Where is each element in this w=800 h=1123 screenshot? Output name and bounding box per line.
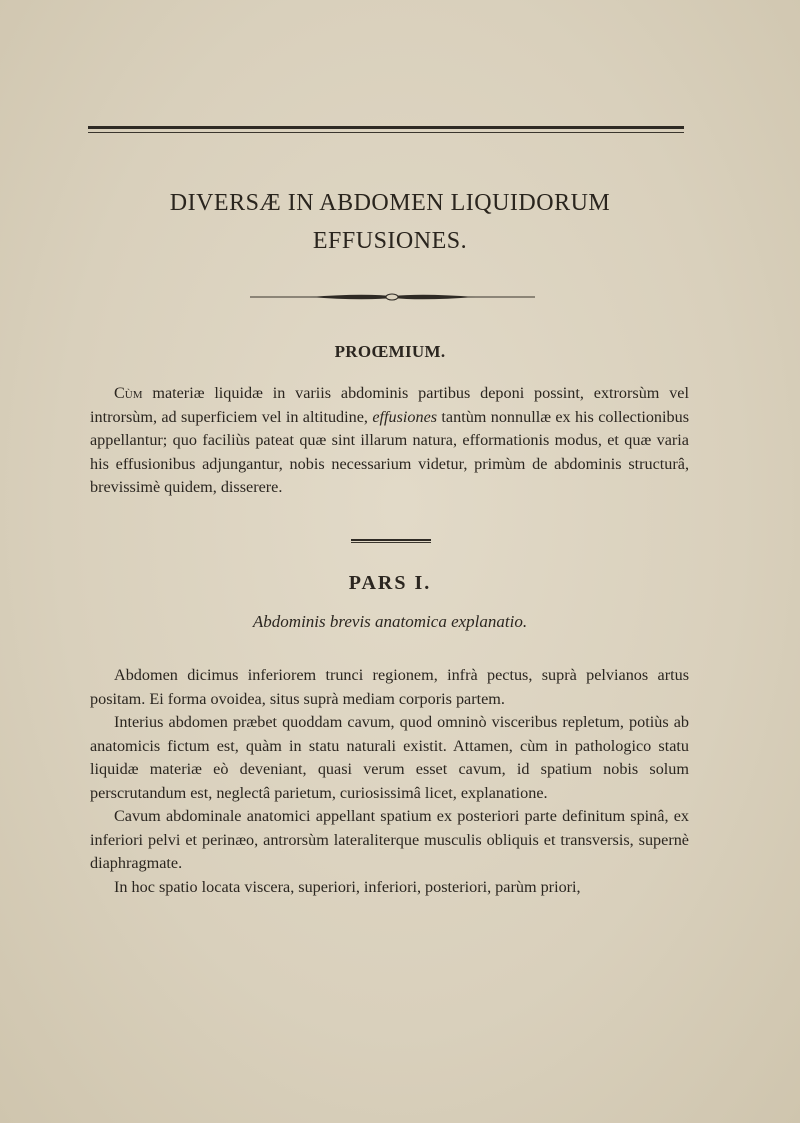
ornamental-divider bbox=[250, 290, 535, 304]
prooemium-paragraph bbox=[90, 382, 689, 500]
body-paragraph-2: Interius abdomen præbet quoddam cavum, quod omninò visceribus repletum, potiùs ab anatomicis fictum est, quàm in statu naturali existit. Attamen, cùm in pathologico statu liquidæ materiæ eò deveniant, quasi verum esset cavum, id spatium nobis solum perscrutandum est, neglectâ parietum, curiosissimâ licet, explanatione. bbox=[90, 713, 689, 802]
title-line-1: DIVERSÆ IN ABDOMEN LIQUIDORUM bbox=[169, 190, 611, 216]
prooemium-italic-term: effusiones bbox=[372, 407, 438, 426]
prooemium-text-1: materiæ liquidæ in variis abdominis partibus deponi possint, extrorsùm vel introrsùm, ad superficiem vel in altitudine, bbox=[90, 384, 689, 426]
body-paragraph-1: Abdomen dicimus inferiorem trunci regionem, infrà pectus, suprà pelvianos artus positam. Ei forma ovoidea, situs suprà mediam corporis partem. bbox=[90, 666, 689, 708]
prooemium-heading: PROŒMIUM. bbox=[334, 342, 446, 361]
prooemium-text-2: tantùm nonnullæ ex his collectionibus appellantur; quo faciliùs pateat quæ sint illarum natura, efformationis modus, et quæ varia his effusionibus adjungantur, nobis necessarium videtur, primùm de abdominis structurâ, brevissimè quidem, disserere. bbox=[90, 407, 690, 496]
lead-word: Cùm bbox=[114, 384, 143, 402]
document-title bbox=[90, 184, 690, 260]
section-rule bbox=[351, 539, 431, 543]
top-double-rule bbox=[88, 126, 684, 134]
title-line-2: EFFUSIONES. bbox=[312, 228, 468, 254]
part-subtitle: Abdominis brevis anatomica explanatio. bbox=[252, 612, 528, 631]
part-heading: PARS I. bbox=[348, 572, 432, 594]
body-text bbox=[90, 664, 689, 899]
body-paragraph-3: Cavum abdominale anatomici appellant spatium ex posteriori parte definitum spinâ, ex inferiori pelvi et perinæo, antrorsùm lateraliterque musculis obliquis et transversis, supernè diaphragmate. bbox=[90, 807, 689, 872]
body-paragraph-4: In hoc spatio locata viscera, superiori, inferiori, posteriori, parùm priori, bbox=[114, 877, 581, 896]
